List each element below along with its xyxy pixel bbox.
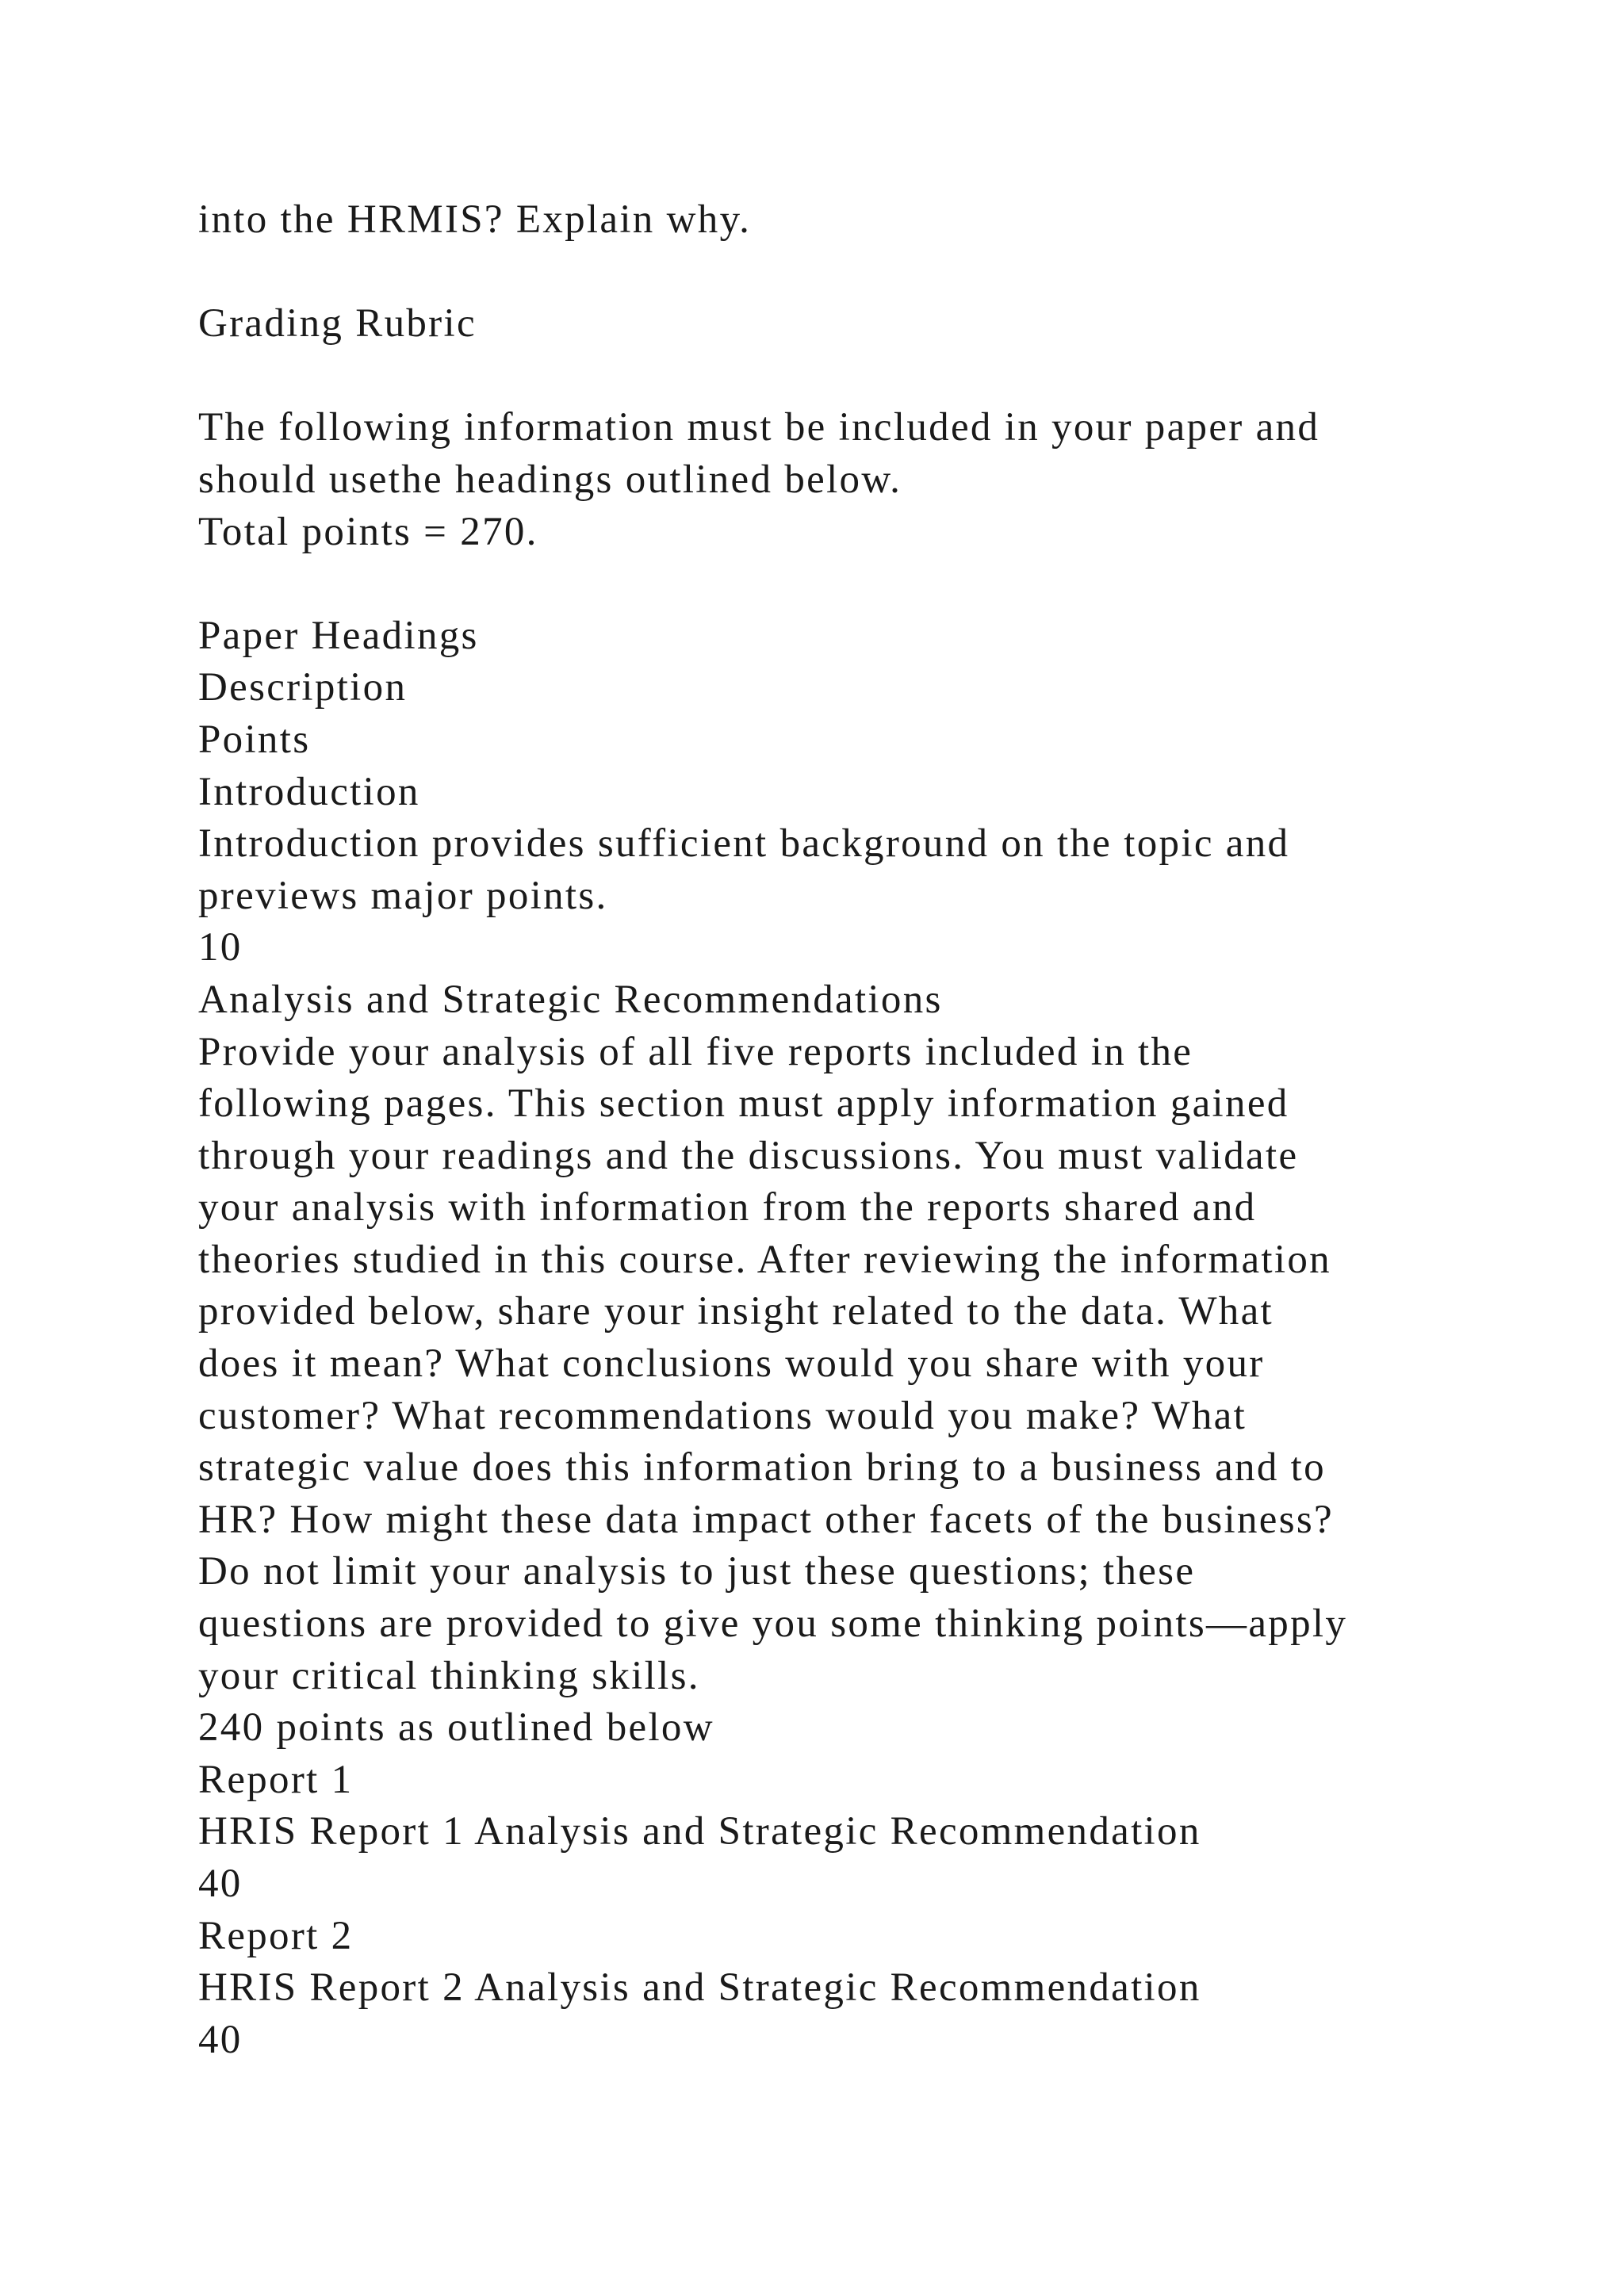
row-points: 240 points as outlined below — [198, 1705, 714, 1751]
rubric-title: Grading Rubric — [198, 301, 477, 346]
document-body — [198, 194, 1546, 2066]
row-description-line: provided below, share your insight related to the data. What — [198, 1289, 1274, 1334]
table-header-description: Description — [198, 665, 408, 710]
instructions-line: should usethe headings outlined below. — [198, 457, 902, 502]
paragraph-spacer — [198, 558, 1546, 610]
row-description-line: Provide your analysis of all five reports included in the — [198, 1029, 1193, 1074]
row-heading: Analysis and Strategic Recommendations — [198, 977, 943, 1022]
row-points: 10 — [198, 925, 243, 970]
table-header-points: Points — [198, 717, 311, 762]
row-heading: Report 2 — [198, 1913, 354, 1958]
row-description-line: HRIS Report 2 Analysis and Strategic Recommendation — [198, 1965, 1201, 2011]
row-description-line: your analysis with information from the reports shared and — [198, 1185, 1257, 1230]
paragraph-spacer — [198, 247, 1546, 299]
row-heading: Report 1 — [198, 1757, 354, 1802]
row-description-line: HR? How might these data impact other facets of the business? — [198, 1497, 1334, 1542]
row-description-line: questions are provided to give you some thinking points—apply — [198, 1601, 1348, 1647]
row-description-line: theories studied in this course. After reviewing the information — [198, 1237, 1331, 1282]
row-points: 40 — [198, 2017, 243, 2062]
paragraph-spacer — [198, 350, 1546, 403]
instructions-line: The following information must be included in your paper and — [198, 405, 1320, 450]
row-description-line: through your readings and the discussions. You must validate — [198, 1133, 1299, 1178]
row-description-line: customer? What recommendations would you make? What — [198, 1393, 1247, 1438]
row-description-line: previews major points. — [198, 873, 608, 918]
row-points: 40 — [198, 1862, 243, 1906]
row-heading: Introduction — [198, 769, 420, 814]
row-description-line: strategic value does this information bring to a business and to — [198, 1445, 1326, 1490]
row-description-line: Introduction provides sufficient background on the topic and — [198, 821, 1290, 867]
total-points-line: Total points = 270. — [198, 509, 538, 554]
row-description-line: does it mean? What conclusions would you share with your — [198, 1341, 1265, 1387]
row-description-line: Do not limit your analysis to just these questions; these — [198, 1549, 1196, 1594]
row-description-line: HRIS Report 1 Analysis and Strategic Recommendation — [198, 1809, 1201, 1854]
row-description-line: your critical thinking skills. — [198, 1653, 700, 1698]
table-header-headings: Paper Headings — [198, 613, 479, 658]
row-description-line: following pages. This section must apply information gained — [198, 1081, 1289, 1127]
intro-line: into the HRMIS? Explain why. — [198, 197, 752, 242]
